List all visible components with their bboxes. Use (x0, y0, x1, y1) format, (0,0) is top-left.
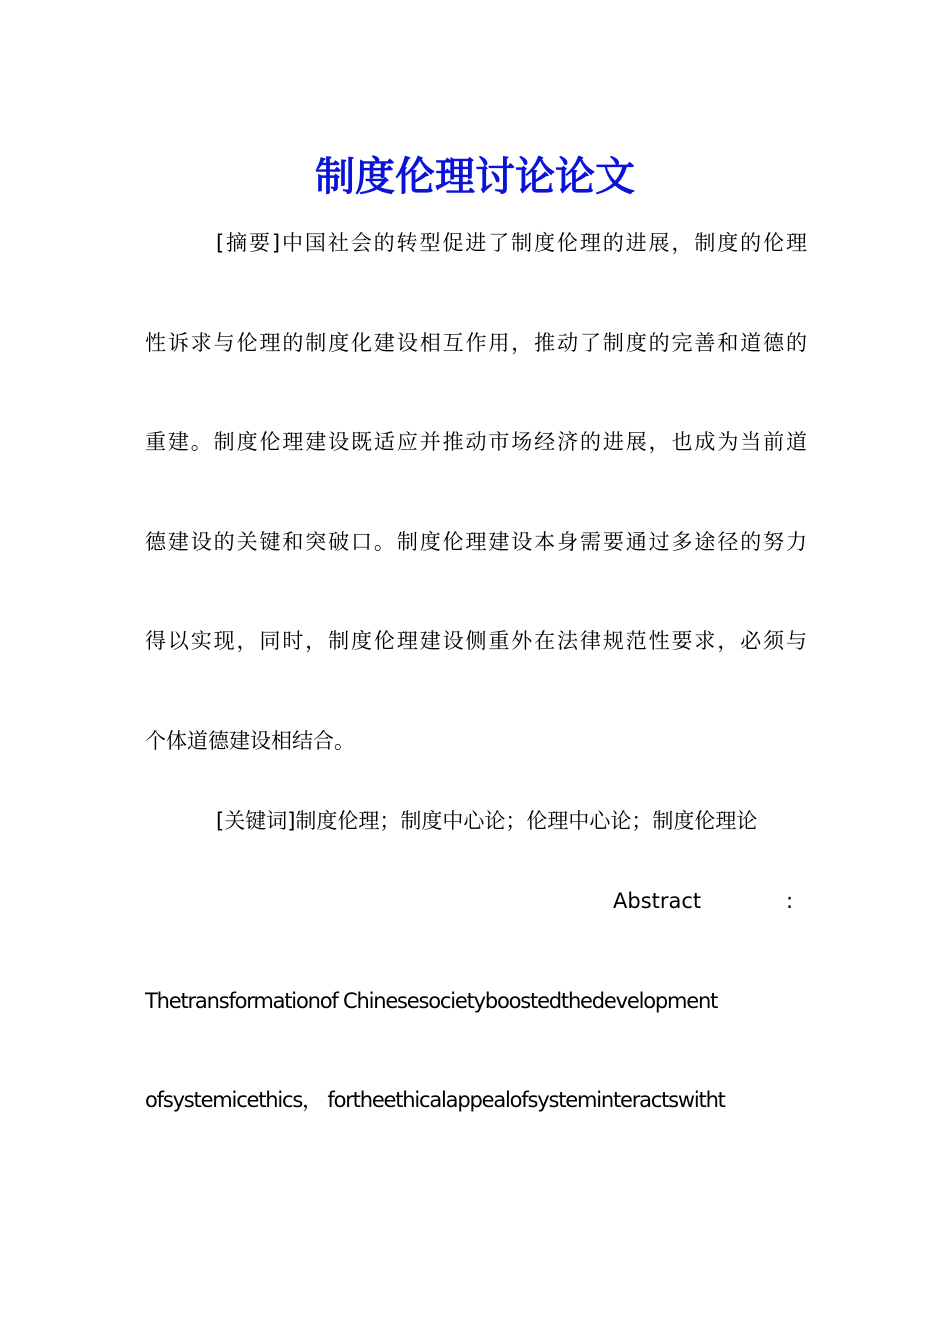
abstract-line-5: 得以实现，同时，制度伦理建设侧重外在法律规范性要求，必须与 (145, 629, 807, 653)
page-title: 制度伦理讨论论文 (315, 153, 635, 200)
english-line-1: Thetransformationof Chinesesocietyboostedthedevelopment (145, 989, 718, 1013)
abstract-line-6: 个体道德建设相结合。 (145, 729, 355, 753)
abstract-line-3: 重建。制度伦理建设既适应并推动市场经济的进展，也成为当前道 (145, 430, 807, 454)
abstract-line-4: 德建设的关键和突破口。制度伦理建设本身需要通过多途径的努力 (145, 530, 807, 554)
english-abstract-colon: : (786, 889, 794, 913)
keywords-line: [关键词]制度伦理；制度中心论；伦理中心论；制度伦理论 (216, 809, 758, 833)
english-abstract-label: Abstract (613, 889, 702, 913)
abstract-line-2: 性诉求与伦理的制度化建设相互作用，推动了制度的完善和道德的 (145, 331, 807, 355)
english-line-2: ofsystemicethics， fortheethicalappealofsysteminteractswitht (145, 1088, 725, 1112)
abstract-line-1: [摘要]中国社会的转型促进了制度伦理的进展，制度的伦理 (216, 231, 807, 255)
